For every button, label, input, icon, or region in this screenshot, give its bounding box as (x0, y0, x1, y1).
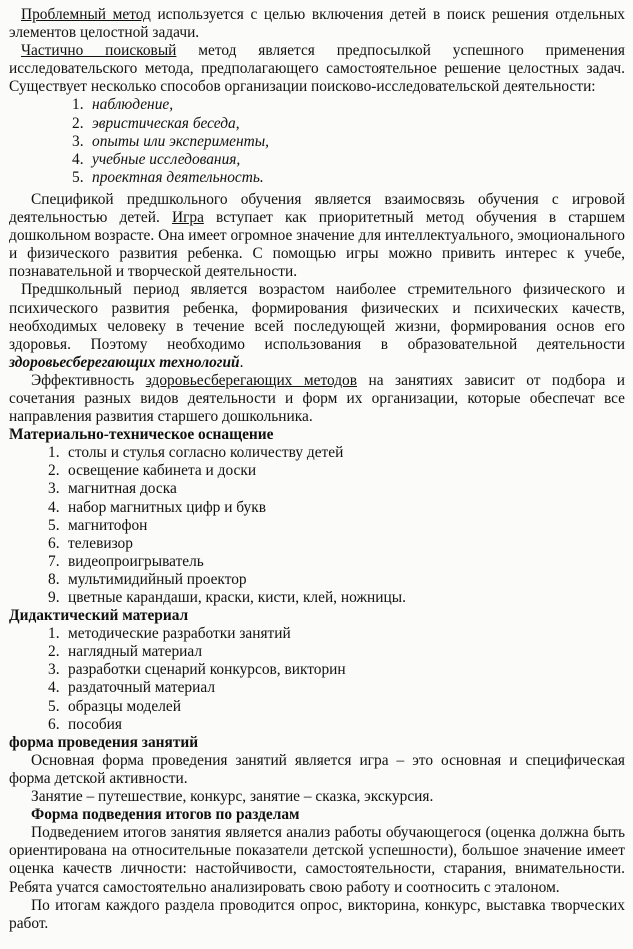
forms-types-paragraph: Занятие – путешествие, конкурс, занятие – сказка, экскурсия. (31, 788, 434, 806)
forms-heading: форма проведения занятий (9, 733, 199, 751)
list-item: 5. образцы моделей (48, 697, 181, 715)
game-paragraph: Спецификой предшкольного обучения является взаимосвязь обучения с игровой деятельностью детей. Игра вступает как приоритетный метод обучения в старшем дошкольном возрасте. Она имеет огромное значение для интеллектуального, эмоционального и физического развития ребенка. С помощью игры можно привить интерес к учебе, познавательной и творческой деятельности. (9, 190, 626, 281)
health-technologies-term: здоровьесберегающих технологий (9, 353, 240, 371)
results-paragraph: Подведением итогов занятия является анализ работы обучающегося (оценка должна быть ориентирована на относительные показатели детской успешности), большое значение имеет оценка качеств личности: настойчивости, самостоятельности, старания, внимательности. Ребята учатся самостоятельно анализировать свою работу и соотносить с эталоном. (9, 824, 625, 896)
list-item: 5. проектная деятельность. (72, 168, 264, 186)
list-item: 5. магнитофон (48, 516, 148, 534)
list-item: 3. магнитная доска (48, 480, 177, 498)
list-item: 3. разработки сценарий конкурсов, викторин (48, 661, 346, 679)
list-item: 6. телевизор (48, 534, 133, 552)
list-item: 7. видеопроигрыватель (48, 552, 204, 570)
partial-search-text: метод является предпосылкой успешного применения исследовательского метода, предполагающего самостоятельное решение целостных задач. Существует несколько способов организации поисково-исследовательской деятельности: (9, 42, 625, 96)
problem-method-term: Проблемный метод (21, 6, 151, 23)
results-heading: Форма подведения итогов по разделам (31, 806, 300, 824)
equipment-heading: Материально-техническое оснащение (9, 426, 274, 444)
list-item: 2. эвристическая беседа, (72, 114, 240, 132)
results-summary-paragraph: По итогам каждого раздела проводится опрос, викторина, конкурс, выставка творческих работ. (9, 896, 625, 932)
problem-method-paragraph (9, 6, 625, 42)
partial-search-term: Частично поисковый (21, 42, 177, 60)
partial-search-paragraph (9, 42, 625, 96)
list-item: 1. методические разработки занятий (48, 625, 291, 643)
didactic-heading: Дидактический материал (9, 607, 189, 625)
health-methods-term: здоровьесберегающих методов (145, 371, 358, 389)
health-paragraph: Предшкольный период является возрастом наиболее стремительного физического и психического развития ребенка, формирования физических и психических качеств, необходимых человеку в течение всей последующей жизни, формирования основ его здоровья. Поэтому необходимо использования в образовательной деятельности здоровьесберегающих технологий. (9, 281, 625, 371)
list-item: 2. освещение кабинета и доски (48, 462, 257, 480)
equipment-list (9, 444, 625, 607)
game-term: Игра (171, 209, 204, 227)
list-item: 1. наблюдение, (72, 96, 174, 114)
list-item: 8. мультимидийный проектор (48, 570, 247, 588)
didactic-list (9, 625, 625, 734)
list-item: 9. цветные карандаши, краски, кисти, клей, ножницы. (48, 589, 406, 606)
list-item: 4. учебные исследования, (72, 150, 241, 168)
list-item: 1. столы и стулья согласно количеству детей (48, 444, 344, 462)
forms-paragraph: Основная форма проведения занятий является игра – это основная и специфическая форма детской активности. (9, 751, 625, 787)
methods-list (9, 96, 625, 186)
list-item: 3. опыты или эксперименты, (72, 132, 269, 150)
list-item: 4. набор магнитных цифр и букв (48, 498, 266, 516)
efficiency-paragraph: Эффективность здоровьесберегающих методов на занятиях зависит от подбора и сочетания разных видов деятельности и форм их организации, которые обеспечат все направления развития старшего дошкольника. (9, 371, 625, 426)
problem-method-text: используется с целью включения детей в поиск решения отдельных элементов целостной задачи. (9, 6, 625, 42)
list-item: 4. раздаточный материал (48, 679, 216, 697)
list-item: 2. наглядный материал (48, 643, 203, 661)
list-item: 6. пособия (48, 715, 122, 733)
